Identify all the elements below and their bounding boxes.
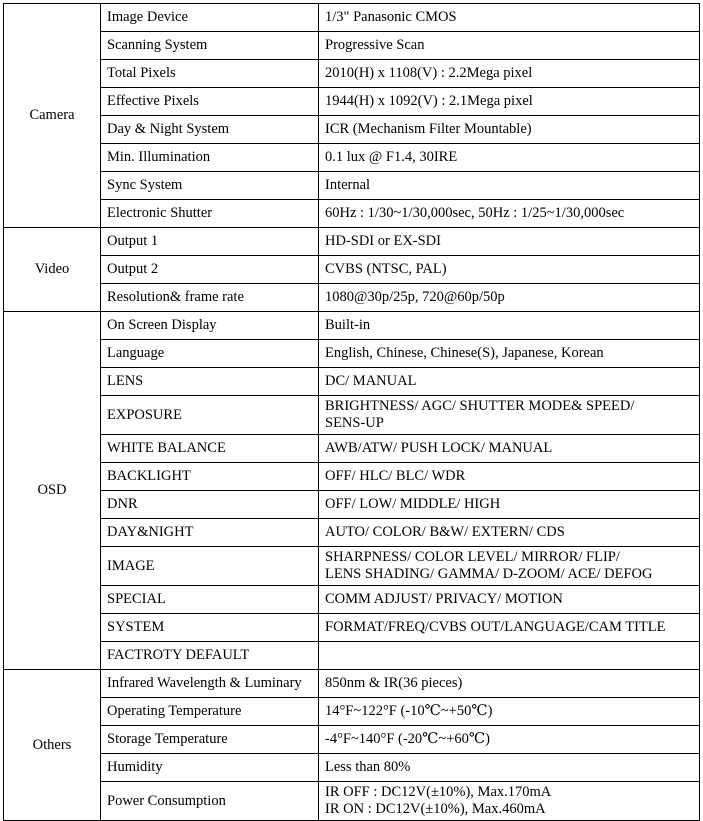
spec-row-special	[4, 586, 700, 614]
spec-value-line: Progressive Scan	[325, 37, 425, 53]
spec-value	[319, 642, 700, 670]
spec-row-min-illumination	[4, 144, 700, 172]
spec-value-line: Built-in	[325, 317, 371, 333]
spec-value-line: 60Hz : 1/30~1/30,000sec, 50Hz : 1/25~1/30,000sec	[325, 205, 625, 221]
spec-value	[319, 60, 700, 88]
spec-label: DAY&NIGHT	[101, 519, 319, 547]
spec-row-on-screen-display	[4, 312, 700, 340]
spec-row-humidity	[4, 754, 700, 782]
spec-label: SYSTEM	[101, 614, 319, 642]
spec-value-line: Less than 80%	[325, 759, 411, 775]
spec-value-line: COMM ADJUST/ PRIVACY/ MOTION	[325, 591, 563, 607]
spec-label: LENS	[101, 368, 319, 396]
spec-label: DNR	[101, 491, 319, 519]
spec-row-lens	[4, 368, 700, 396]
spec-value	[319, 396, 700, 435]
spec-label: Output 2	[101, 256, 319, 284]
spec-value	[319, 463, 700, 491]
spec-value-line: ICR (Mechanism Filter Mountable)	[325, 121, 532, 137]
spec-value-line: 0.1 lux @ F1.4, 30IRE	[325, 149, 458, 165]
spec-value	[319, 228, 700, 256]
spec-value	[319, 144, 700, 172]
spec-row-language	[4, 340, 700, 368]
spec-value-line: BRIGHTNESS/ AGC/ SHUTTER MODE& SPEED/	[325, 398, 635, 414]
spec-value-line: OFF/ HLC/ BLC/ WDR	[325, 468, 466, 484]
spec-value	[319, 586, 700, 614]
spec-value	[319, 88, 700, 116]
spec-row-backlight	[4, 463, 700, 491]
spec-row-effective-pixels	[4, 88, 700, 116]
spec-value	[319, 200, 700, 228]
spec-row-day-night-system	[4, 116, 700, 144]
spec-label: BACKLIGHT	[101, 463, 319, 491]
spec-label: Sync System	[101, 172, 319, 200]
spec-value-line: AWB/ATW/ PUSH LOCK/ MANUAL	[325, 440, 553, 456]
group-label-others: Others	[4, 670, 101, 821]
spec-row-system	[4, 614, 700, 642]
spec-value	[319, 256, 700, 284]
spec-row-resolution-frame-rate	[4, 284, 700, 312]
spec-label: Humidity	[101, 754, 319, 782]
spec-value	[319, 754, 700, 782]
spec-row-output-2	[4, 256, 700, 284]
spec-value	[319, 491, 700, 519]
spec-value-line: Internal	[325, 177, 371, 193]
spec-value	[319, 519, 700, 547]
spec-label: SPECIAL	[101, 586, 319, 614]
spec-value	[319, 4, 700, 32]
spec-row-factroty-default	[4, 642, 700, 670]
spec-row-total-pixels	[4, 60, 700, 88]
spec-value	[319, 116, 700, 144]
spec-value	[319, 547, 700, 586]
spec-label: Day & Night System	[101, 116, 319, 144]
spec-label: Operating Temperature	[101, 698, 319, 726]
spec-label: Scanning System	[101, 32, 319, 60]
spec-row-day-night	[4, 519, 700, 547]
spec-value-line: OFF/ LOW/ MIDDLE/ HIGH	[325, 496, 501, 512]
spec-row-white-balance	[4, 435, 700, 463]
spec-label: Power Consumption	[101, 782, 319, 821]
spec-value	[319, 284, 700, 312]
spec-row-dnr	[4, 491, 700, 519]
spec-label: FACTROTY DEFAULT	[101, 642, 319, 670]
spec-label: Effective Pixels	[101, 88, 319, 116]
spec-value	[319, 32, 700, 60]
spec-row-operating-temperature	[4, 698, 700, 726]
spec-value	[319, 614, 700, 642]
spec-label: Infrared Wavelength & Luminary	[101, 670, 319, 698]
spec-row-image-device	[4, 4, 700, 32]
spec-value-line: SENS-UP	[325, 415, 384, 431]
spec-value-line: IR ON : DC12V(±10%), Max.460mA	[325, 801, 546, 817]
spec-row-scanning-system	[4, 32, 700, 60]
spec-table	[3, 3, 700, 821]
spec-row-exposure	[4, 396, 700, 435]
spec-label: WHITE BALANCE	[101, 435, 319, 463]
spec-row-electronic-shutter	[4, 200, 700, 228]
spec-label: Image Device	[101, 4, 319, 32]
spec-value-line: SHARPNESS/ COLOR LEVEL/ MIRROR/ FLIP/	[325, 549, 620, 565]
spec-value-line: 14°F~122°F (-10℃~+50℃)	[325, 703, 493, 719]
group-label-camera: Camera	[4, 4, 101, 228]
spec-value-line: 1944(H) x 1092(V) : 2.1Mega pixel	[325, 93, 533, 109]
spec-value-line: DC/ MANUAL	[325, 373, 417, 389]
group-label-osd: OSD	[4, 312, 101, 670]
group-label-video: Video	[4, 228, 101, 312]
spec-label: Storage Temperature	[101, 726, 319, 754]
spec-value-line: IR OFF : DC12V(±10%), Max.170mA	[325, 784, 552, 800]
spec-row-power-consumption	[4, 782, 700, 821]
spec-label: On Screen Display	[101, 312, 319, 340]
spec-label: EXPOSURE	[101, 396, 319, 435]
spec-row-sync-system	[4, 172, 700, 200]
spec-row-image	[4, 547, 700, 586]
spec-value	[319, 698, 700, 726]
spec-value	[319, 435, 700, 463]
spec-label: Resolution& frame rate	[101, 284, 319, 312]
spec-value-line: 850nm & IR(36 pieces)	[325, 675, 463, 691]
spec-value-line: CVBS (NTSC, PAL)	[325, 261, 447, 277]
spec-value-line: FORMAT/FREQ/CVBS OUT/LANGUAGE/CAM TITLE	[325, 619, 666, 635]
spec-value	[319, 172, 700, 200]
spec-label: Output 1	[101, 228, 319, 256]
spec-value-line: HD-SDI or EX-SDI	[325, 233, 441, 249]
spec-value-line: 2010(H) x 1108(V) : 2.2Mega pixel	[325, 65, 533, 81]
spec-label: Language	[101, 340, 319, 368]
spec-value-line: -4°F~140°F (-20℃~+60℃)	[325, 731, 490, 747]
spec-value-line: 1080@30p/25p, 720@60p/50p	[325, 289, 505, 305]
spec-value-line: English, Chinese, Chinese(S), Japanese, Korean	[325, 345, 604, 361]
spec-value	[319, 726, 700, 754]
spec-label: Electronic Shutter	[101, 200, 319, 228]
spec-value-line: LENS SHADING/ GAMMA/ D-ZOOM/ ACE/ DEFOG	[325, 566, 653, 582]
spec-row-infrared-wavelength-luminary	[4, 670, 700, 698]
spec-value-line: 1/3" Panasonic CMOS	[325, 9, 457, 25]
spec-value	[319, 782, 700, 821]
spec-label: IMAGE	[101, 547, 319, 586]
spec-label: Min. Illumination	[101, 144, 319, 172]
spec-label: Total Pixels	[101, 60, 319, 88]
spec-value	[319, 340, 700, 368]
spec-value-line: AUTO/ COLOR/ B&W/ EXTERN/ CDS	[325, 524, 565, 540]
spec-row-output-1	[4, 228, 700, 256]
spec-value	[319, 670, 700, 698]
spec-row-storage-temperature	[4, 726, 700, 754]
spec-value	[319, 312, 700, 340]
spec-value	[319, 368, 700, 396]
